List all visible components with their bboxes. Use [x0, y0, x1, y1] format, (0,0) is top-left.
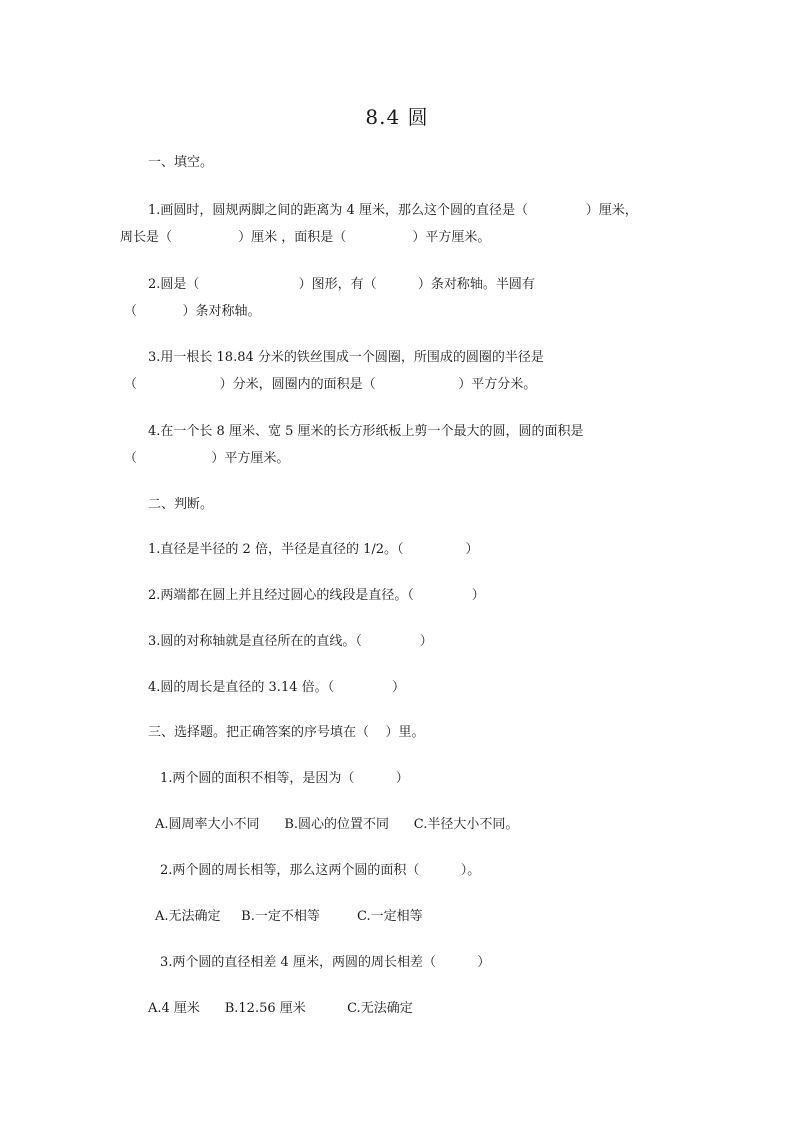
fill-question-1-line-2: 周长是（ ）厘米 ，面积是（ ）平方厘米。 [120, 230, 491, 245]
section-heading-fill-blank: 一、填空。 [148, 155, 214, 170]
choice-question-2: 2.两个圆的周长相等，那么这两个圆的面积（ ）。 [160, 863, 481, 878]
judge-question-2: 2.两端都在圆上并且经过圆心的线段是直径。（ ） [148, 588, 485, 603]
choice-question-3: 3.两个圆的直径相差 4 厘米，两圆的周长相差（ ） [160, 955, 491, 970]
fill-question-2-line-2: （ ）条对称轴。 [124, 304, 261, 319]
fill-question-2-line-1: 2.圆是（ ）图形，有（ ）条对称轴。半圆有 [148, 277, 535, 292]
choice-question-3-options: A.4 厘米 B.12.56 厘米 C.无法确定 [148, 1001, 413, 1016]
choice-question-1-options: A.圆周率大小不同 B.圆心的位置不同 C.半径大小不同。 [155, 817, 519, 832]
section-heading-multiple-choice: 三、选择题。把正确答案的序号填在（ ）里。 [148, 725, 425, 740]
judge-question-1: 1.直径是半径的 2 倍，半径是直径的 1/2。（ ） [148, 542, 479, 557]
fill-question-4-line-2: （ ）平方厘米。 [124, 451, 290, 466]
section-heading-true-false: 二、判断。 [148, 497, 214, 512]
fill-question-3-line-2: （ ）分米，圆圈内的面积是（ ）平方分米。 [124, 377, 537, 392]
choice-question-2-options: A.无法确定 B.一定不相等 C.一定相等 [155, 909, 423, 924]
fill-question-4-line-1: 4.在一个长 8 厘米、宽 5 厘米的长方形纸板上剪一个最大的圆，圆的面积是 [148, 424, 584, 439]
fill-question-1-line-1: 1.画圆时，圆规两脚之间的距离为 4 厘米，那么这个圆的直径是（ ）厘米， [148, 203, 638, 218]
fill-question-3-line-1: 3.用一根长 18.84 分米的铁丝围成一个圆圈，所围成的圆圈的半径是 [148, 350, 544, 365]
page-title: 8.4 圆 [365, 105, 429, 129]
judge-question-3: 3.圆的对称轴就是直径所在的直线。（ ） [148, 634, 433, 649]
judge-question-4: 4.圆的周长是直径的 3.14 倍。（ ） [148, 680, 405, 695]
choice-question-1: 1.两个圆的面积不相等，是因为（ ） [160, 771, 409, 786]
